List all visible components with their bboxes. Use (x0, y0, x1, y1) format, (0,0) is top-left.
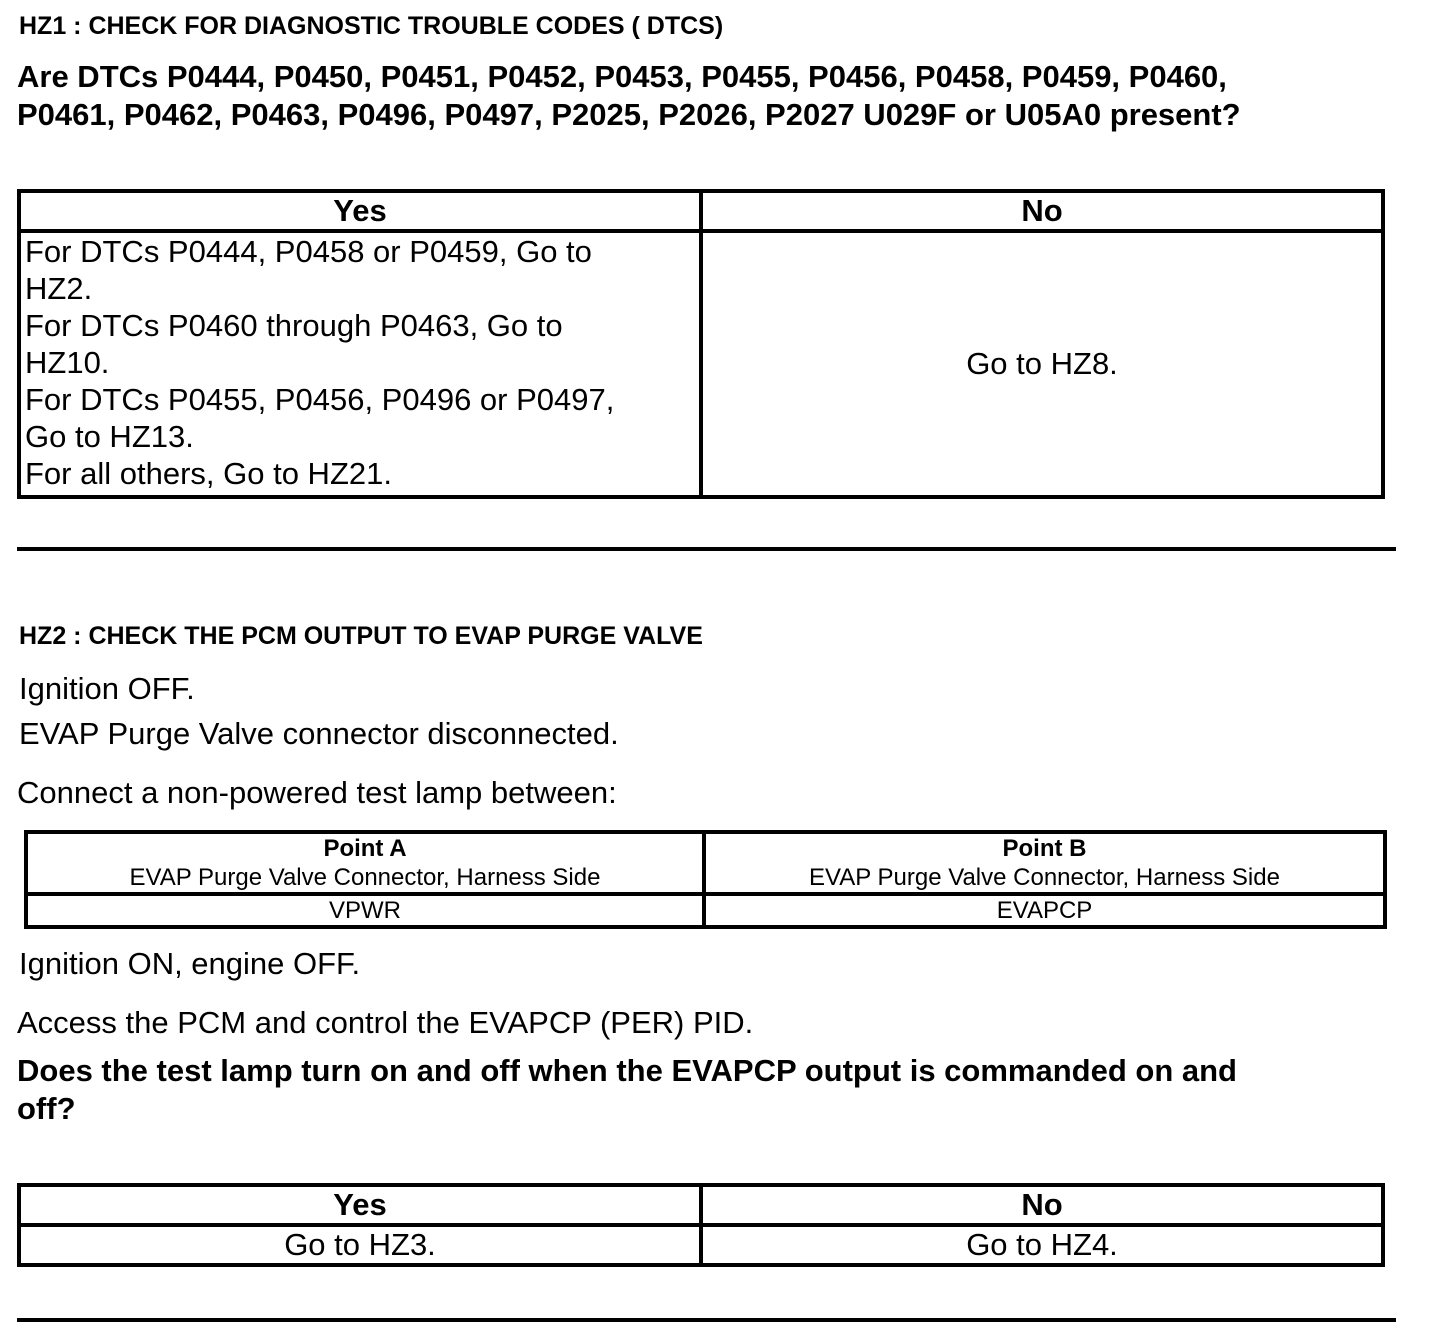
point-a-header (26, 832, 704, 894)
hz2-yes-header: Yes (19, 1185, 701, 1225)
hz1-no-cell: Go to HZ8. (701, 231, 1383, 497)
hz2-step-connect-lamp: Connect a non-powered test lamp between: (17, 775, 617, 810)
hz2-step-title: HZ2 : CHECK THE PCM OUTPUT TO EVAP PURGE VALVE (19, 622, 703, 650)
hz2-test-points-table (24, 830, 1387, 929)
point-a-label: Point A (323, 835, 407, 862)
point-a-location: EVAP Purge Valve Connector, Harness Side (129, 864, 601, 891)
hz2-step-ignition-on: Ignition ON, engine OFF. (19, 946, 361, 981)
hz1-question (17, 58, 1407, 134)
hz2-question-line-2: off? (17, 1091, 76, 1126)
point-b-location: EVAP Purge Valve Connector, Harness Side (809, 864, 1280, 891)
hz1-yes-cell (19, 231, 701, 497)
hz1-question-line-2: P0461, P0462, P0463, P0496, P0497, P2025, P2026, P2027 U029F or U05A0 present? (17, 97, 1241, 132)
hz2-no-header: No (701, 1185, 1383, 1225)
hz1-step-title: HZ1 : CHECK FOR DIAGNOSTIC TROUBLE CODES ( DTCS) (19, 12, 724, 40)
section-divider (17, 1318, 1396, 1322)
hz1-yes-line: For DTCs P0455, P0456, P0496 or P0497, (25, 382, 615, 417)
hz1-yes-line: For DTCs P0444, P0458 or P0459, Go to (25, 234, 592, 269)
hz2-step-access-pcm: Access the PCM and control the EVAPCP (PER) PID. (17, 1005, 754, 1040)
hz1-yes-line: For all others, Go to HZ21. (25, 456, 392, 491)
hz1-yes-line: For DTCs P0460 through P0463, Go to (25, 308, 563, 343)
hz2-yes-cell: Go to HZ3. (19, 1225, 701, 1265)
hz2-step-connector-disconnected: EVAP Purge Valve connector disconnected. (19, 716, 619, 751)
hz2-no-cell: Go to HZ4. (701, 1225, 1383, 1265)
point-b-header (704, 832, 1385, 894)
hz1-question-line-1: Are DTCs P0444, P0450, P0451, P0452, P0453, P0455, P0456, P0458, P0459, P0460, (17, 59, 1227, 94)
hz1-yes-line: Go to HZ13. (25, 419, 194, 454)
hz2-question-line-1: Does the test lamp turn on and off when the EVAPCP output is commanded on and (17, 1053, 1237, 1088)
hz1-yes-header: Yes (19, 191, 701, 231)
hz1-no-header: No (701, 191, 1383, 231)
point-b-value: EVAPCP (704, 894, 1385, 927)
hz1-result-table (17, 189, 1385, 499)
hz2-step-ignition-off: Ignition OFF. (19, 671, 195, 706)
hz1-yes-line: HZ10. (25, 345, 110, 380)
hz1-yes-line: HZ2. (25, 271, 93, 306)
section-divider (17, 547, 1396, 551)
hz2-result-table (17, 1183, 1385, 1267)
point-b-label: Point B (1002, 835, 1087, 862)
point-a-value: VPWR (26, 894, 704, 927)
hz2-question (17, 1052, 1407, 1128)
